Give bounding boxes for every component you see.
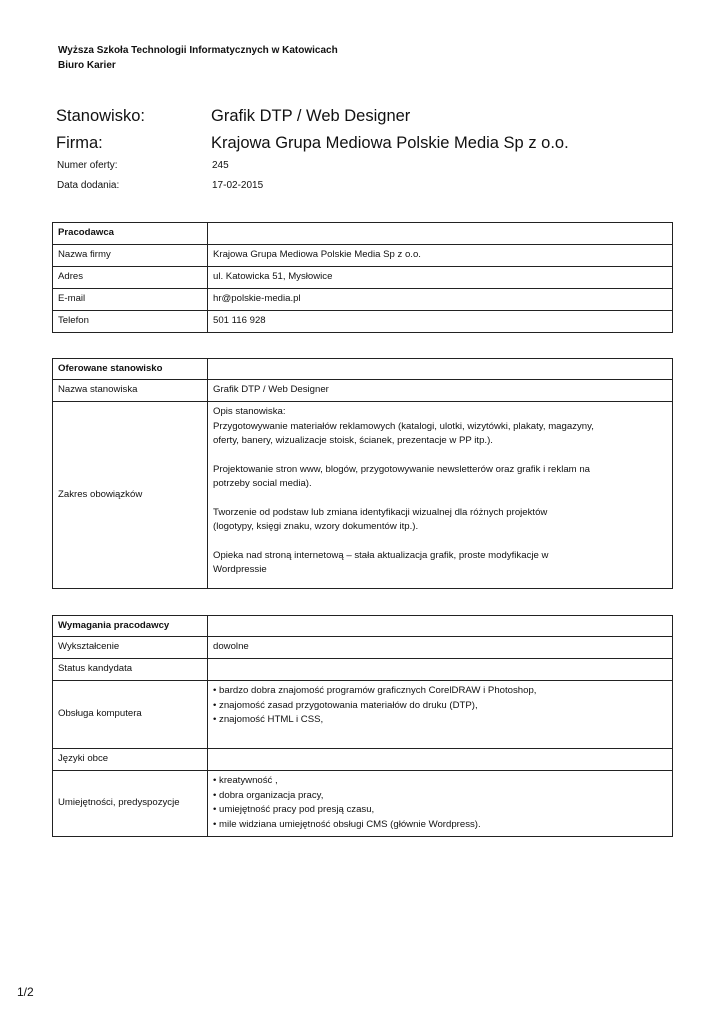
offer-number-label: Numer oferty: [57,160,118,171]
employer-table [52,222,673,333]
languages-label: Języki obce [53,749,208,771]
phone-label: Telefon [53,311,208,333]
duty-line: potrzeby social media). [213,478,312,489]
computer-skills-list [208,681,673,749]
duties-description [208,402,673,589]
department-name: Biuro Karier [58,60,116,71]
table-row [53,380,673,402]
list-item: • bardzo dobra znajomość programów graficznych CorelDRAW i Photoshop, [213,685,537,696]
position-table [52,358,673,589]
list-item: • mile widziana umiejętność obsługi CMS (głównie Wordpress). [213,818,481,830]
date-added-value: 17-02-2015 [212,180,264,191]
empty-cell [208,223,673,245]
company-title: Krajowa Grupa Mediowa Polskie Media Sp z o.o. [211,134,569,152]
computer-skills-label: Obsługa komputera [53,681,208,749]
table-row [53,267,673,289]
duty-line: Przygotowywanie materiałów reklamowych (katalogi, ulotki, wizytówki, plakaty, magazyny, [213,420,594,432]
duty-line: (logotypy, księgi znaku, wzory dokumentów itp.). [213,521,419,532]
candidate-status-label: Status kandydata [53,659,208,681]
table-row [53,771,673,837]
offer-number-value: 245 [212,160,229,171]
table-row [53,637,673,659]
duty-line: Projektowanie stron www, blogów, przygotowywanie newsletterów oraz grafik i reklam na [213,463,590,475]
list-item: • znajomość zasad przygotowania materiałów do druku (DTP), [213,699,478,711]
email-value: hr@polskie-media.pl [208,289,673,311]
list-item: • umiejętność pracy pod presją czasu, [213,804,375,815]
table-row [53,659,673,681]
date-added-label: Data dodania: [57,180,120,191]
duties-heading: Opis stanowiska: [213,406,286,417]
education-label: Wykształcenie [53,637,208,659]
duty-line: Tworzenie od podstaw lub zmiana identyfikacji wizualnej dla różnych projektów [213,506,548,518]
table-row [53,311,673,333]
position-name-label: Nazwa stanowiska [53,380,208,402]
empty-cell [208,616,673,637]
company-name-value: Krajowa Grupa Mediowa Polskie Media Sp z o.o. [208,245,673,267]
requirements-table [52,615,673,837]
organization-name: Wyższa Szkoła Technologii Informatycznych w Katowicach [58,45,338,56]
phone-value: 501 116 928 [208,311,673,333]
table-row [53,245,673,267]
employer-section-title: Pracodawca [53,223,208,245]
page-number: 1/2 [17,985,34,999]
empty-cell [208,359,673,380]
email-label: E-mail [53,289,208,311]
skills-list [208,771,673,837]
requirements-section-title: Wymagania pracodawcy [53,616,208,637]
address-label: Adres [53,267,208,289]
position-name-value: Grafik DTP / Web Designer [208,380,673,402]
list-item: • dobra organizacja pracy, [213,789,324,801]
list-item: • znajomość HTML i CSS, [213,714,324,725]
duty-line: Opieka nad stroną internetową – stała aktualizacja grafik, proste modyfikacje w [213,549,549,561]
company-name-label: Nazwa firmy [53,245,208,267]
duty-line: oferty, banery, wizualizacje stoisk, ścianek, prezentacje w PP itp.). [213,435,493,446]
table-row [53,681,673,749]
address-value: ul. Katowicka 51, Mysłowice [208,267,673,289]
position-section-title: Oferowane stanowisko [53,359,208,380]
education-value: dowolne [208,637,673,659]
position-label: Stanowisko: [56,107,145,125]
list-item: • kreatywność , [213,775,278,786]
duties-label: Zakres obowiązków [53,402,208,589]
candidate-status-value [208,659,673,681]
table-row [53,402,673,589]
languages-value [208,749,673,771]
table-row [53,749,673,771]
position-title: Grafik DTP / Web Designer [211,107,411,125]
duty-line: Wordpressie [213,564,267,575]
skills-label: Umiejętności, predyspozycje [53,771,208,837]
table-row [53,289,673,311]
company-label: Firma: [56,134,103,152]
